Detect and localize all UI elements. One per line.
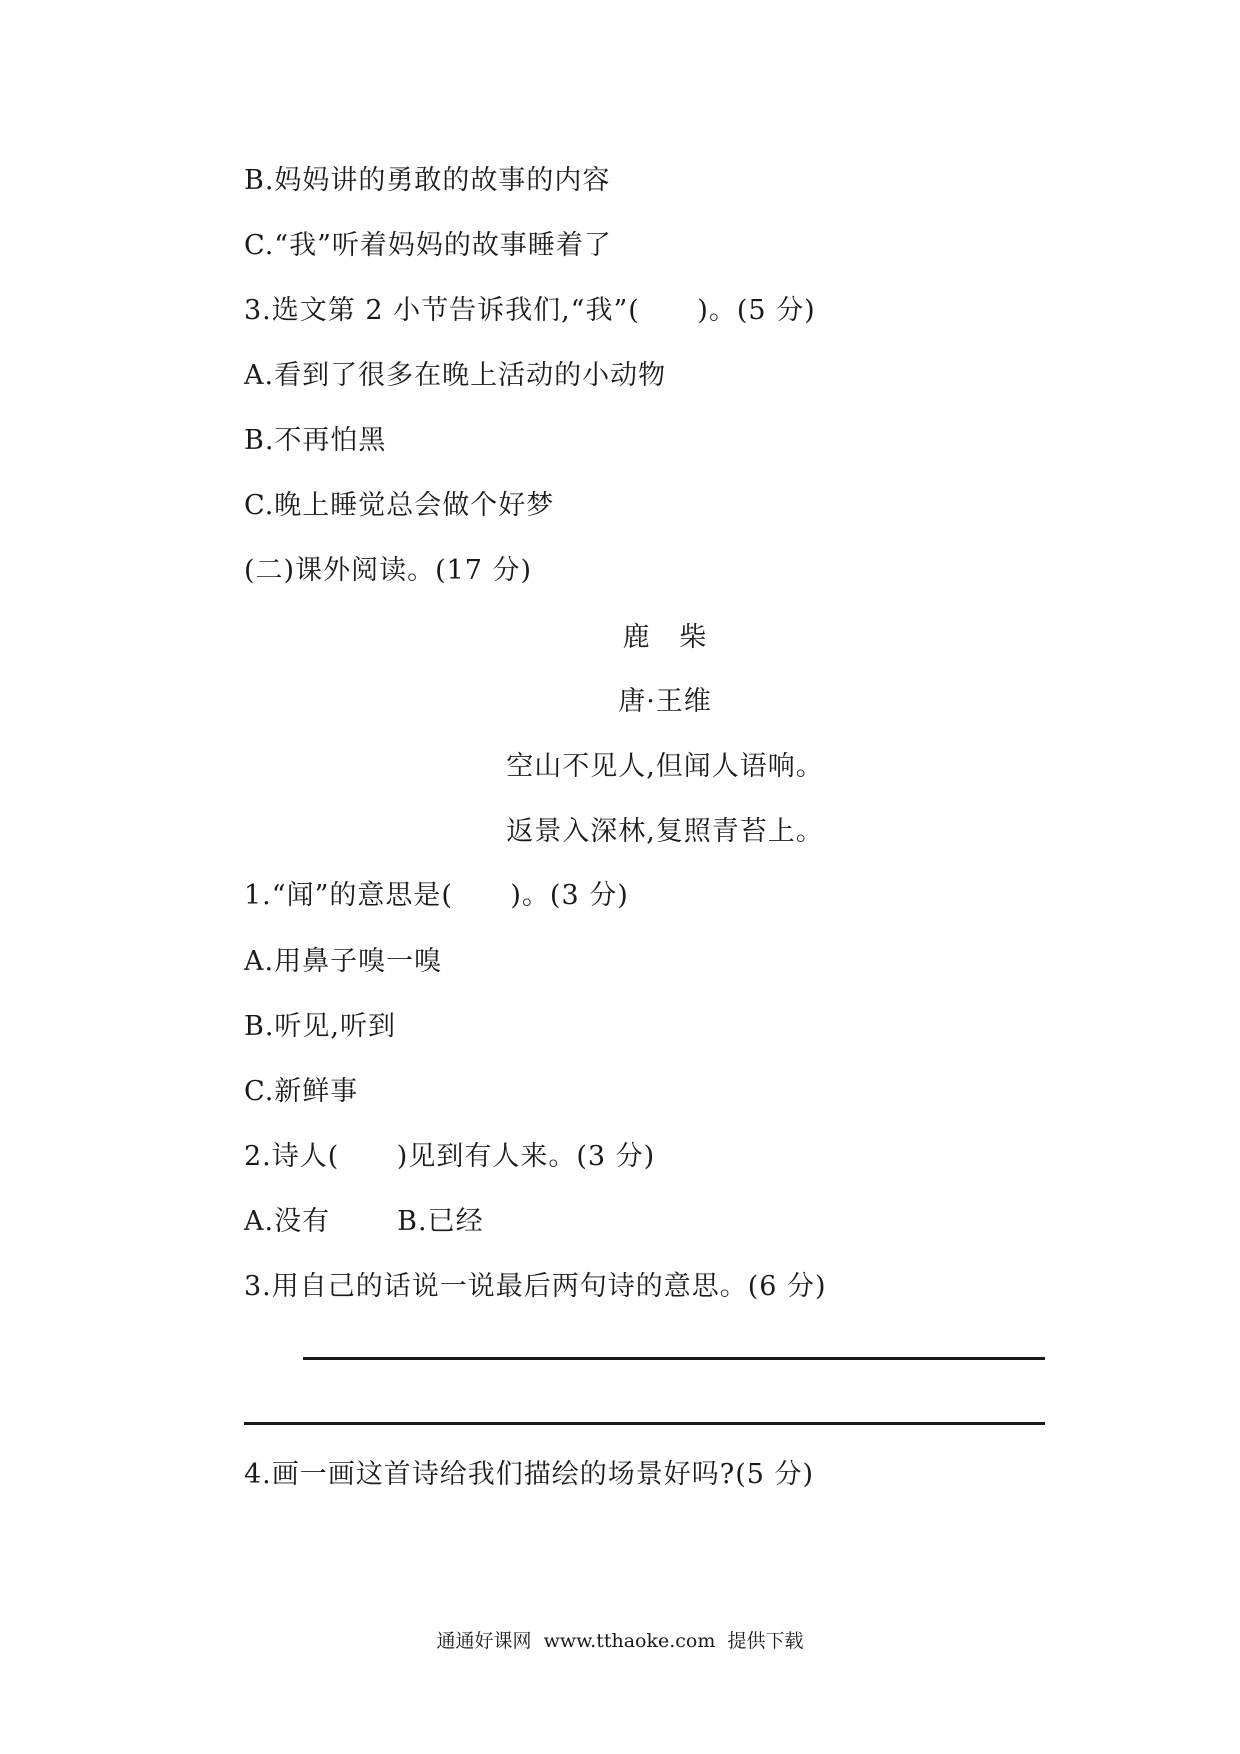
q2-option-c: C.“我”听着妈妈的故事睡着了 [244, 230, 612, 261]
q3-option-b: B.不再怕黑 [244, 425, 387, 456]
section-heading: (二)课外阅读。(17 分) [244, 555, 533, 586]
q1-option-a: A.用鼻子嗅一嗅 [244, 946, 443, 977]
q2-stem: 2.诗人( )见到有人来。(3 分) [244, 1141, 656, 1172]
q4-stem: 4.画一画这首诗给我们描绘的场景好吗?(5 分) [244, 1459, 815, 1490]
q1-option-c: C.新鲜事 [244, 1076, 359, 1107]
q3-option-c: C.晚上睡觉总会做个好梦 [244, 490, 555, 521]
poem-author: 唐·王维 [618, 686, 712, 717]
footer-credit: 通通好课网 www.tthaoke.com 提供下载 [436, 1630, 804, 1652]
poem-line-1: 空山不见人,但闻人语响。 [506, 751, 824, 782]
q2-option-b: B.妈妈讲的勇敢的故事的内容 [244, 165, 611, 196]
q3-option-a: A.看到了很多在晚上活动的小动物 [244, 360, 667, 391]
answer-line-1[interactable] [303, 1357, 1045, 1360]
poem-title: 鹿 柴 [622, 622, 708, 653]
q3-stem: 3.选文第 2 小节告诉我们,“我”( )。(5 分) [244, 295, 816, 326]
poem-line-2: 返景入深林,复照青苔上。 [506, 816, 824, 847]
q2-options: A.没有 B.已经 [244, 1206, 484, 1237]
q3-stem-poem: 3.用自己的话说一说最后两句诗的意思。(6 分) [244, 1271, 827, 1302]
answer-line-2[interactable] [244, 1422, 1045, 1425]
q1-stem: 1.“闻”的意思是( )。(3 分) [244, 880, 629, 911]
q1-option-b: B.听见,听到 [244, 1011, 397, 1042]
